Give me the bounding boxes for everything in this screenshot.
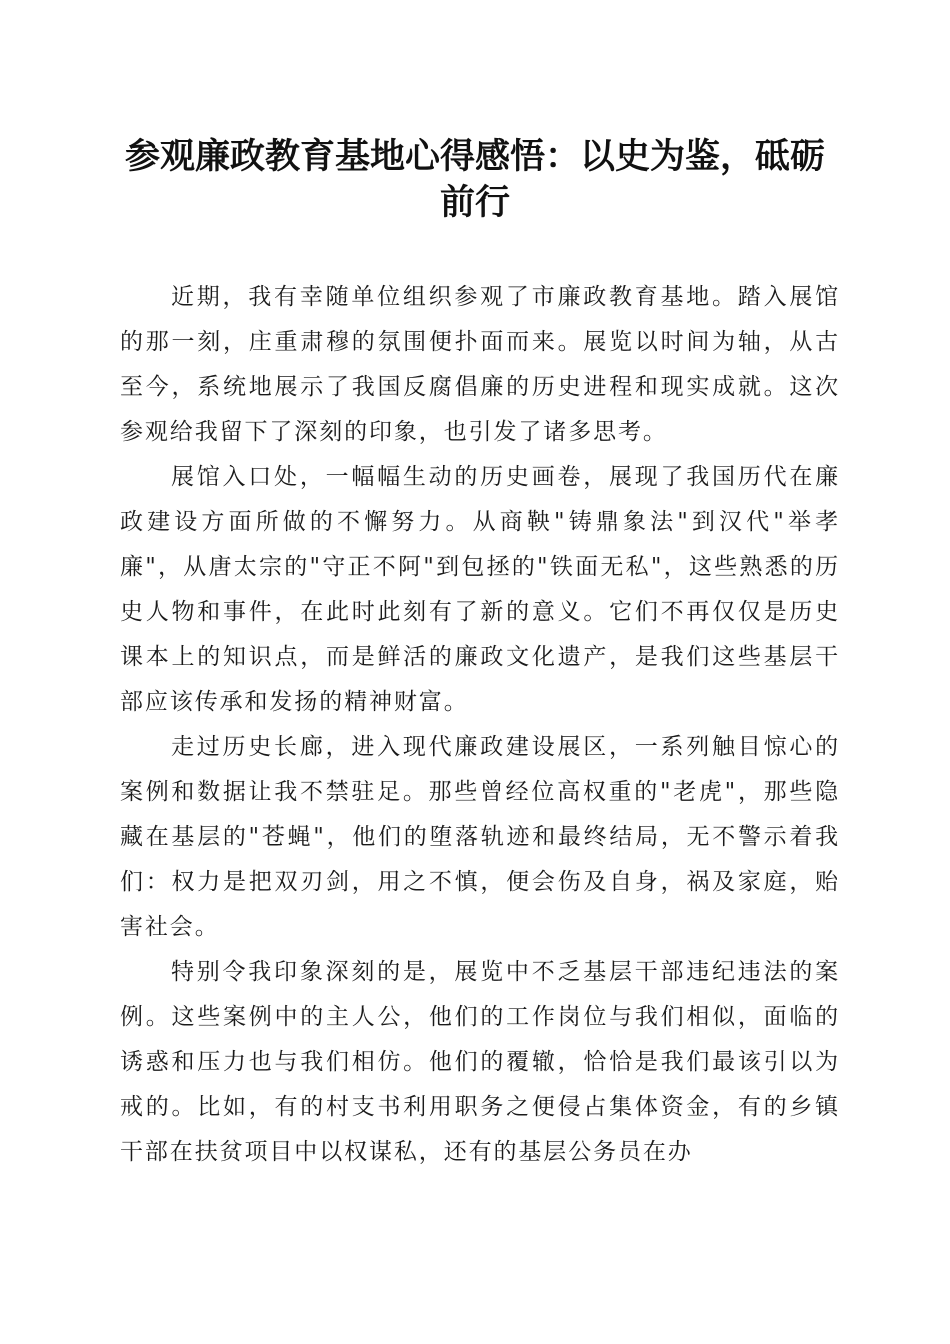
paragraph: 特别令我印象深刻的是，展览中不乏基层干部违纪违法的案例。这些案例中的主人公，他们的工作岗位与我们相似，面临的诱惑和压力也与我们相仿。他们的覆辙，恰恰是我们最该引以为戒的。比如，有的村支书利用职务之便侵占集体资金，有的乡镇干部在扶贫项目中以权谋私，还有的基层公务员在办 [120, 959, 840, 1165]
document-title: 参观廉政教育基地心得感悟：以史为鉴，砥砺前行 [124, 136, 825, 223]
paragraph: 展馆入口处，一幅幅生动的历史画卷，展现了我国历代在廉政建设方面所做的不懈努力。从商鞅"铸鼎象法"到汉代"举孝廉"，从唐太宗的"守正不阿"到包拯的"铁面无私"，这些熟悉的历史人物和事件，在此时此刻有了新的意义。它们不再仅仅是历史课本上的知识点，而是鲜活的廉政文化遗产，是我们这些基层干部应该传承和发扬的精神财富。 [120, 464, 840, 715]
document-body [120, 275, 840, 1175]
paragraph: 近期，我有幸随单位组织参观了市廉政教育基地。踏入展馆的那一刻，庄重肃穆的氛围便扑面而来。展览以时间为轴，从古至今，系统地展示了我国反腐倡廉的历史进程和现实成就。这次参观给我留下了深刻的印象，也引发了诸多思考。 [120, 284, 840, 445]
paragraph: 走过历史长廊，进入现代廉政建设展区，一系列触目惊心的案例和数据让我不禁驻足。那些曾经位高权重的"老虎"，那些隐藏在基层的"苍蝇"，他们的堕落轨迹和最终结局，无不警示着我们：权力是把双刃剑，用之不慎，便会伤及自身，祸及家庭，贻害社会。 [120, 734, 840, 940]
